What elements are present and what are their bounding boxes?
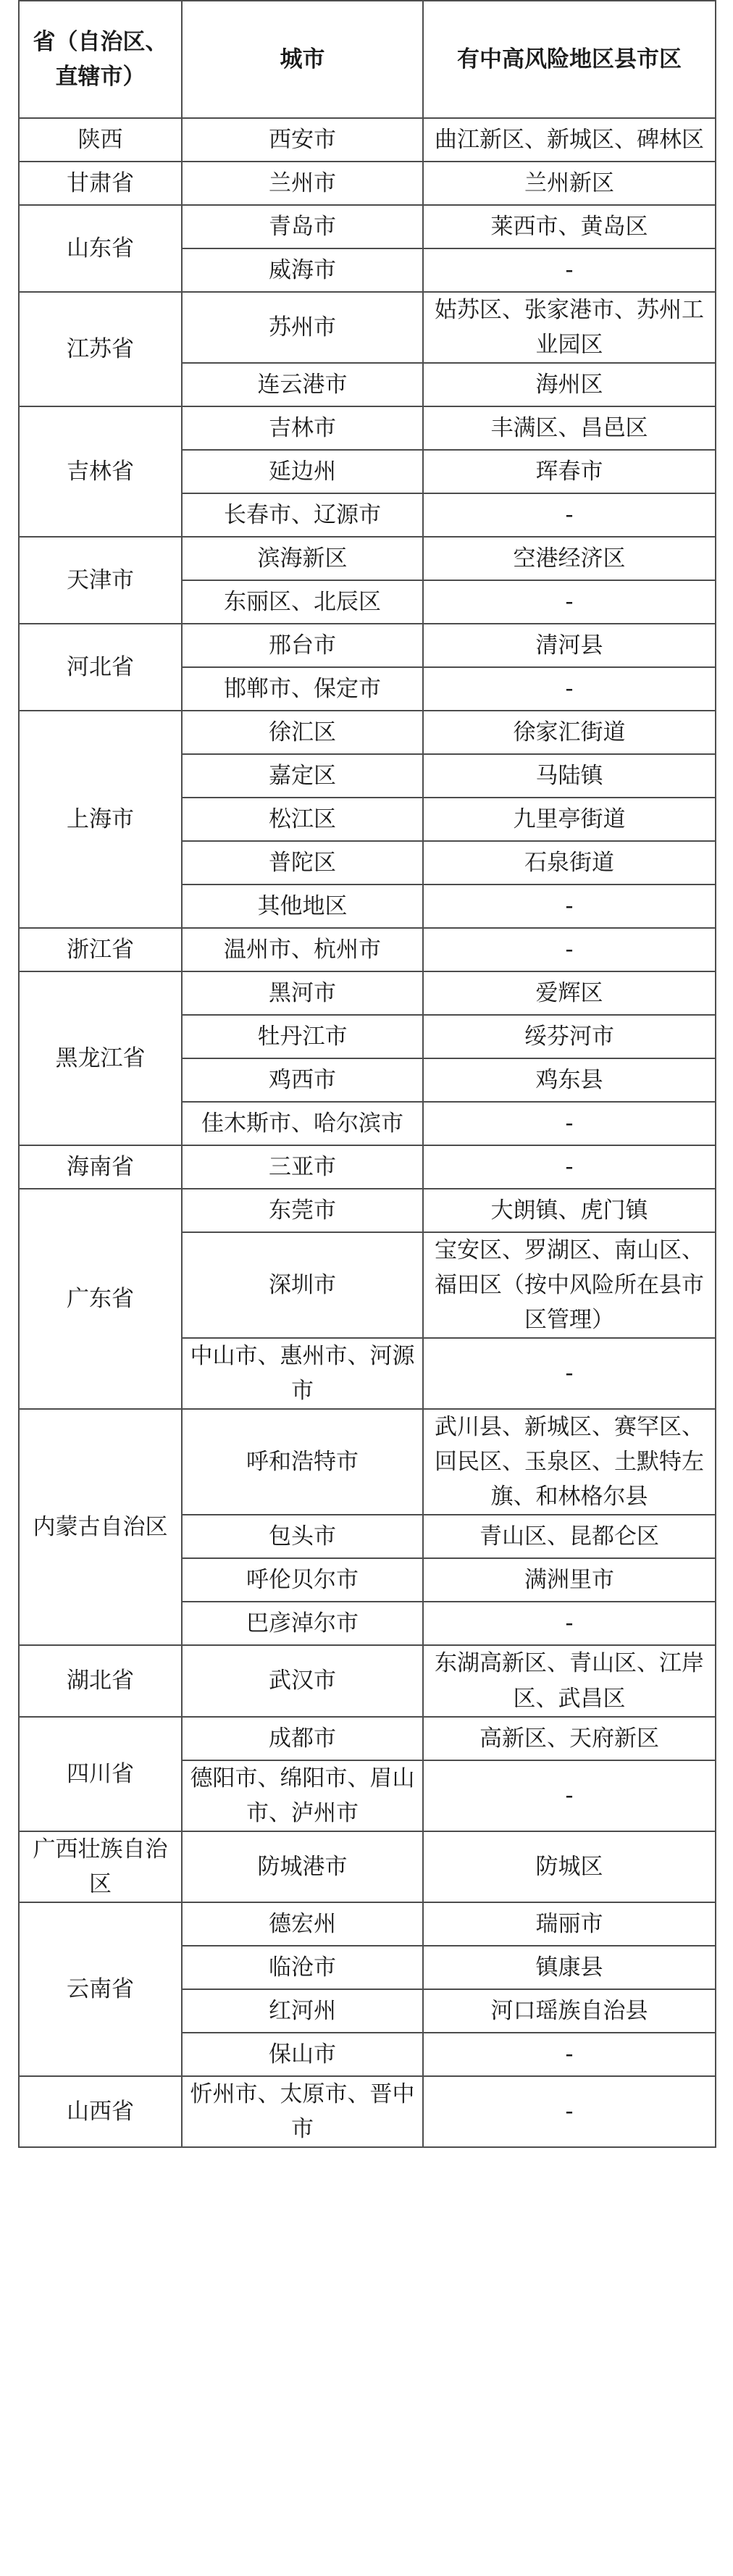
city-cell: 牡丹江市 [182, 1015, 423, 1058]
districts-cell: 青山区、昆都仑区 [423, 1515, 716, 1558]
table-row [19, 1717, 716, 1760]
header-city: 城市 [182, 1, 423, 118]
province-cell: 湖北省 [19, 1645, 182, 1716]
city-cell: 邯郸市、保定市 [182, 667, 423, 711]
city-cell: 其他地区 [182, 885, 423, 928]
city-cell: 连云港市 [182, 363, 423, 406]
table-row [19, 406, 716, 450]
districts-cell: 宝安区、罗湖区、南山区、福田区（按中风险所在县市区管理） [423, 1232, 716, 1338]
province-cell: 甘肃省 [19, 162, 182, 205]
districts-cell: 清河县 [423, 624, 716, 667]
table-row [19, 292, 716, 363]
districts-cell: - [423, 885, 716, 928]
header-province: 省（自治区、直辖市） [19, 1, 182, 118]
province-cell: 广西壮族自治区 [19, 1831, 182, 1902]
city-cell: 黑河市 [182, 971, 423, 1015]
districts-cell: 瑞丽市 [423, 1902, 716, 1946]
table-row [19, 711, 716, 754]
province-cell: 云南省 [19, 1902, 182, 2076]
province-cell: 江苏省 [19, 292, 182, 406]
districts-cell: 武川县、新城区、赛罕区、回民区、玉泉区、土默特左旗、和林格尔县 [423, 1409, 716, 1515]
city-cell: 普陀区 [182, 841, 423, 885]
city-cell: 保山市 [182, 2033, 423, 2076]
table-body [19, 118, 716, 2147]
districts-cell: - [423, 2033, 716, 2076]
table-row [19, 1145, 716, 1189]
districts-cell: 兰州新区 [423, 162, 716, 205]
districts-cell: 莱西市、黄岛区 [423, 205, 716, 248]
districts-cell: 防城区 [423, 1831, 716, 1902]
districts-cell: - [423, 2076, 716, 2147]
districts-cell: 丰满区、昌邑区 [423, 406, 716, 450]
table-row [19, 1902, 716, 1946]
city-cell: 温州市、杭州市 [182, 928, 423, 971]
city-cell: 威海市 [182, 248, 423, 292]
table-row [19, 971, 716, 1015]
districts-cell: 珲春市 [423, 450, 716, 493]
districts-cell: 马陆镇 [423, 754, 716, 798]
city-cell: 中山市、惠州市、河源市 [182, 1338, 423, 1409]
city-cell: 德宏州 [182, 1902, 423, 1946]
districts-cell: 九里亭街道 [423, 798, 716, 841]
districts-cell: 镇康县 [423, 1946, 716, 1989]
table-row [19, 624, 716, 667]
province-cell: 黑龙江省 [19, 971, 182, 1145]
table-row [19, 928, 716, 971]
districts-cell: 空港经济区 [423, 537, 716, 580]
districts-cell: - [423, 928, 716, 971]
table-row [19, 1409, 716, 1515]
city-cell: 忻州市、太原市、晋中市 [182, 2076, 423, 2147]
city-cell: 德阳市、绵阳市、眉山市、泸州市 [182, 1760, 423, 1831]
province-cell: 山东省 [19, 205, 182, 292]
districts-cell: 河口瑶族自治县 [423, 1989, 716, 2033]
districts-cell: - [423, 1338, 716, 1409]
city-cell: 三亚市 [182, 1145, 423, 1189]
province-cell: 天津市 [19, 537, 182, 624]
city-cell: 延边州 [182, 450, 423, 493]
city-cell: 成都市 [182, 1717, 423, 1760]
province-cell: 广东省 [19, 1189, 182, 1409]
risk-areas-table [18, 0, 716, 2148]
districts-cell: - [423, 1602, 716, 1645]
districts-cell: - [423, 1760, 716, 1831]
districts-cell: - [423, 248, 716, 292]
province-cell: 上海市 [19, 711, 182, 928]
province-cell: 海南省 [19, 1145, 182, 1189]
city-cell: 青岛市 [182, 205, 423, 248]
city-cell: 邢台市 [182, 624, 423, 667]
table-row [19, 1645, 716, 1716]
districts-cell: - [423, 1102, 716, 1145]
table-row [19, 118, 716, 162]
province-cell: 山西省 [19, 2076, 182, 2147]
table-row [19, 1831, 716, 1902]
table-row [19, 1189, 716, 1232]
city-cell: 长春市、辽源市 [182, 493, 423, 537]
city-cell: 防城港市 [182, 1831, 423, 1902]
province-cell: 河北省 [19, 624, 182, 711]
city-cell: 苏州市 [182, 292, 423, 363]
city-cell: 武汉市 [182, 1645, 423, 1716]
districts-cell: 大朗镇、虎门镇 [423, 1189, 716, 1232]
city-cell: 东莞市 [182, 1189, 423, 1232]
table-row [19, 162, 716, 205]
table-header-row [19, 1, 716, 118]
city-cell: 西安市 [182, 118, 423, 162]
city-cell: 兰州市 [182, 162, 423, 205]
province-cell: 四川省 [19, 1717, 182, 1831]
districts-cell: 姑苏区、张家港市、苏州工业园区 [423, 292, 716, 363]
table-row [19, 2076, 716, 2147]
districts-cell: - [423, 580, 716, 624]
districts-cell: - [423, 1145, 716, 1189]
city-cell: 徐汇区 [182, 711, 423, 754]
districts-cell: - [423, 493, 716, 537]
city-cell: 红河州 [182, 1989, 423, 2033]
districts-cell: 满洲里市 [423, 1558, 716, 1602]
districts-cell: 爱辉区 [423, 971, 716, 1015]
province-cell: 内蒙古自治区 [19, 1409, 182, 1645]
districts-cell: - [423, 667, 716, 711]
city-cell: 嘉定区 [182, 754, 423, 798]
districts-cell: 徐家汇街道 [423, 711, 716, 754]
districts-cell: 石泉街道 [423, 841, 716, 885]
districts-cell: 鸡东县 [423, 1058, 716, 1102]
city-cell: 佳木斯市、哈尔滨市 [182, 1102, 423, 1145]
city-cell: 滨海新区 [182, 537, 423, 580]
city-cell: 松江区 [182, 798, 423, 841]
table-row [19, 205, 716, 248]
table-row [19, 537, 716, 580]
province-cell: 吉林省 [19, 406, 182, 537]
districts-cell: 曲江新区、新城区、碑林区 [423, 118, 716, 162]
districts-cell: 东湖高新区、青山区、江岸区、武昌区 [423, 1645, 716, 1716]
header-districts: 有中高风险地区县市区 [423, 1, 716, 118]
city-cell: 临沧市 [182, 1946, 423, 1989]
city-cell: 呼伦贝尔市 [182, 1558, 423, 1602]
city-cell: 巴彦淖尔市 [182, 1602, 423, 1645]
districts-cell: 海州区 [423, 363, 716, 406]
city-cell: 东丽区、北辰区 [182, 580, 423, 624]
province-cell: 陕西 [19, 118, 182, 162]
city-cell: 包头市 [182, 1515, 423, 1558]
districts-cell: 高新区、天府新区 [423, 1717, 716, 1760]
city-cell: 呼和浩特市 [182, 1409, 423, 1515]
districts-cell: 绥芬河市 [423, 1015, 716, 1058]
city-cell: 鸡西市 [182, 1058, 423, 1102]
province-cell: 浙江省 [19, 928, 182, 971]
city-cell: 吉林市 [182, 406, 423, 450]
city-cell: 深圳市 [182, 1232, 423, 1338]
